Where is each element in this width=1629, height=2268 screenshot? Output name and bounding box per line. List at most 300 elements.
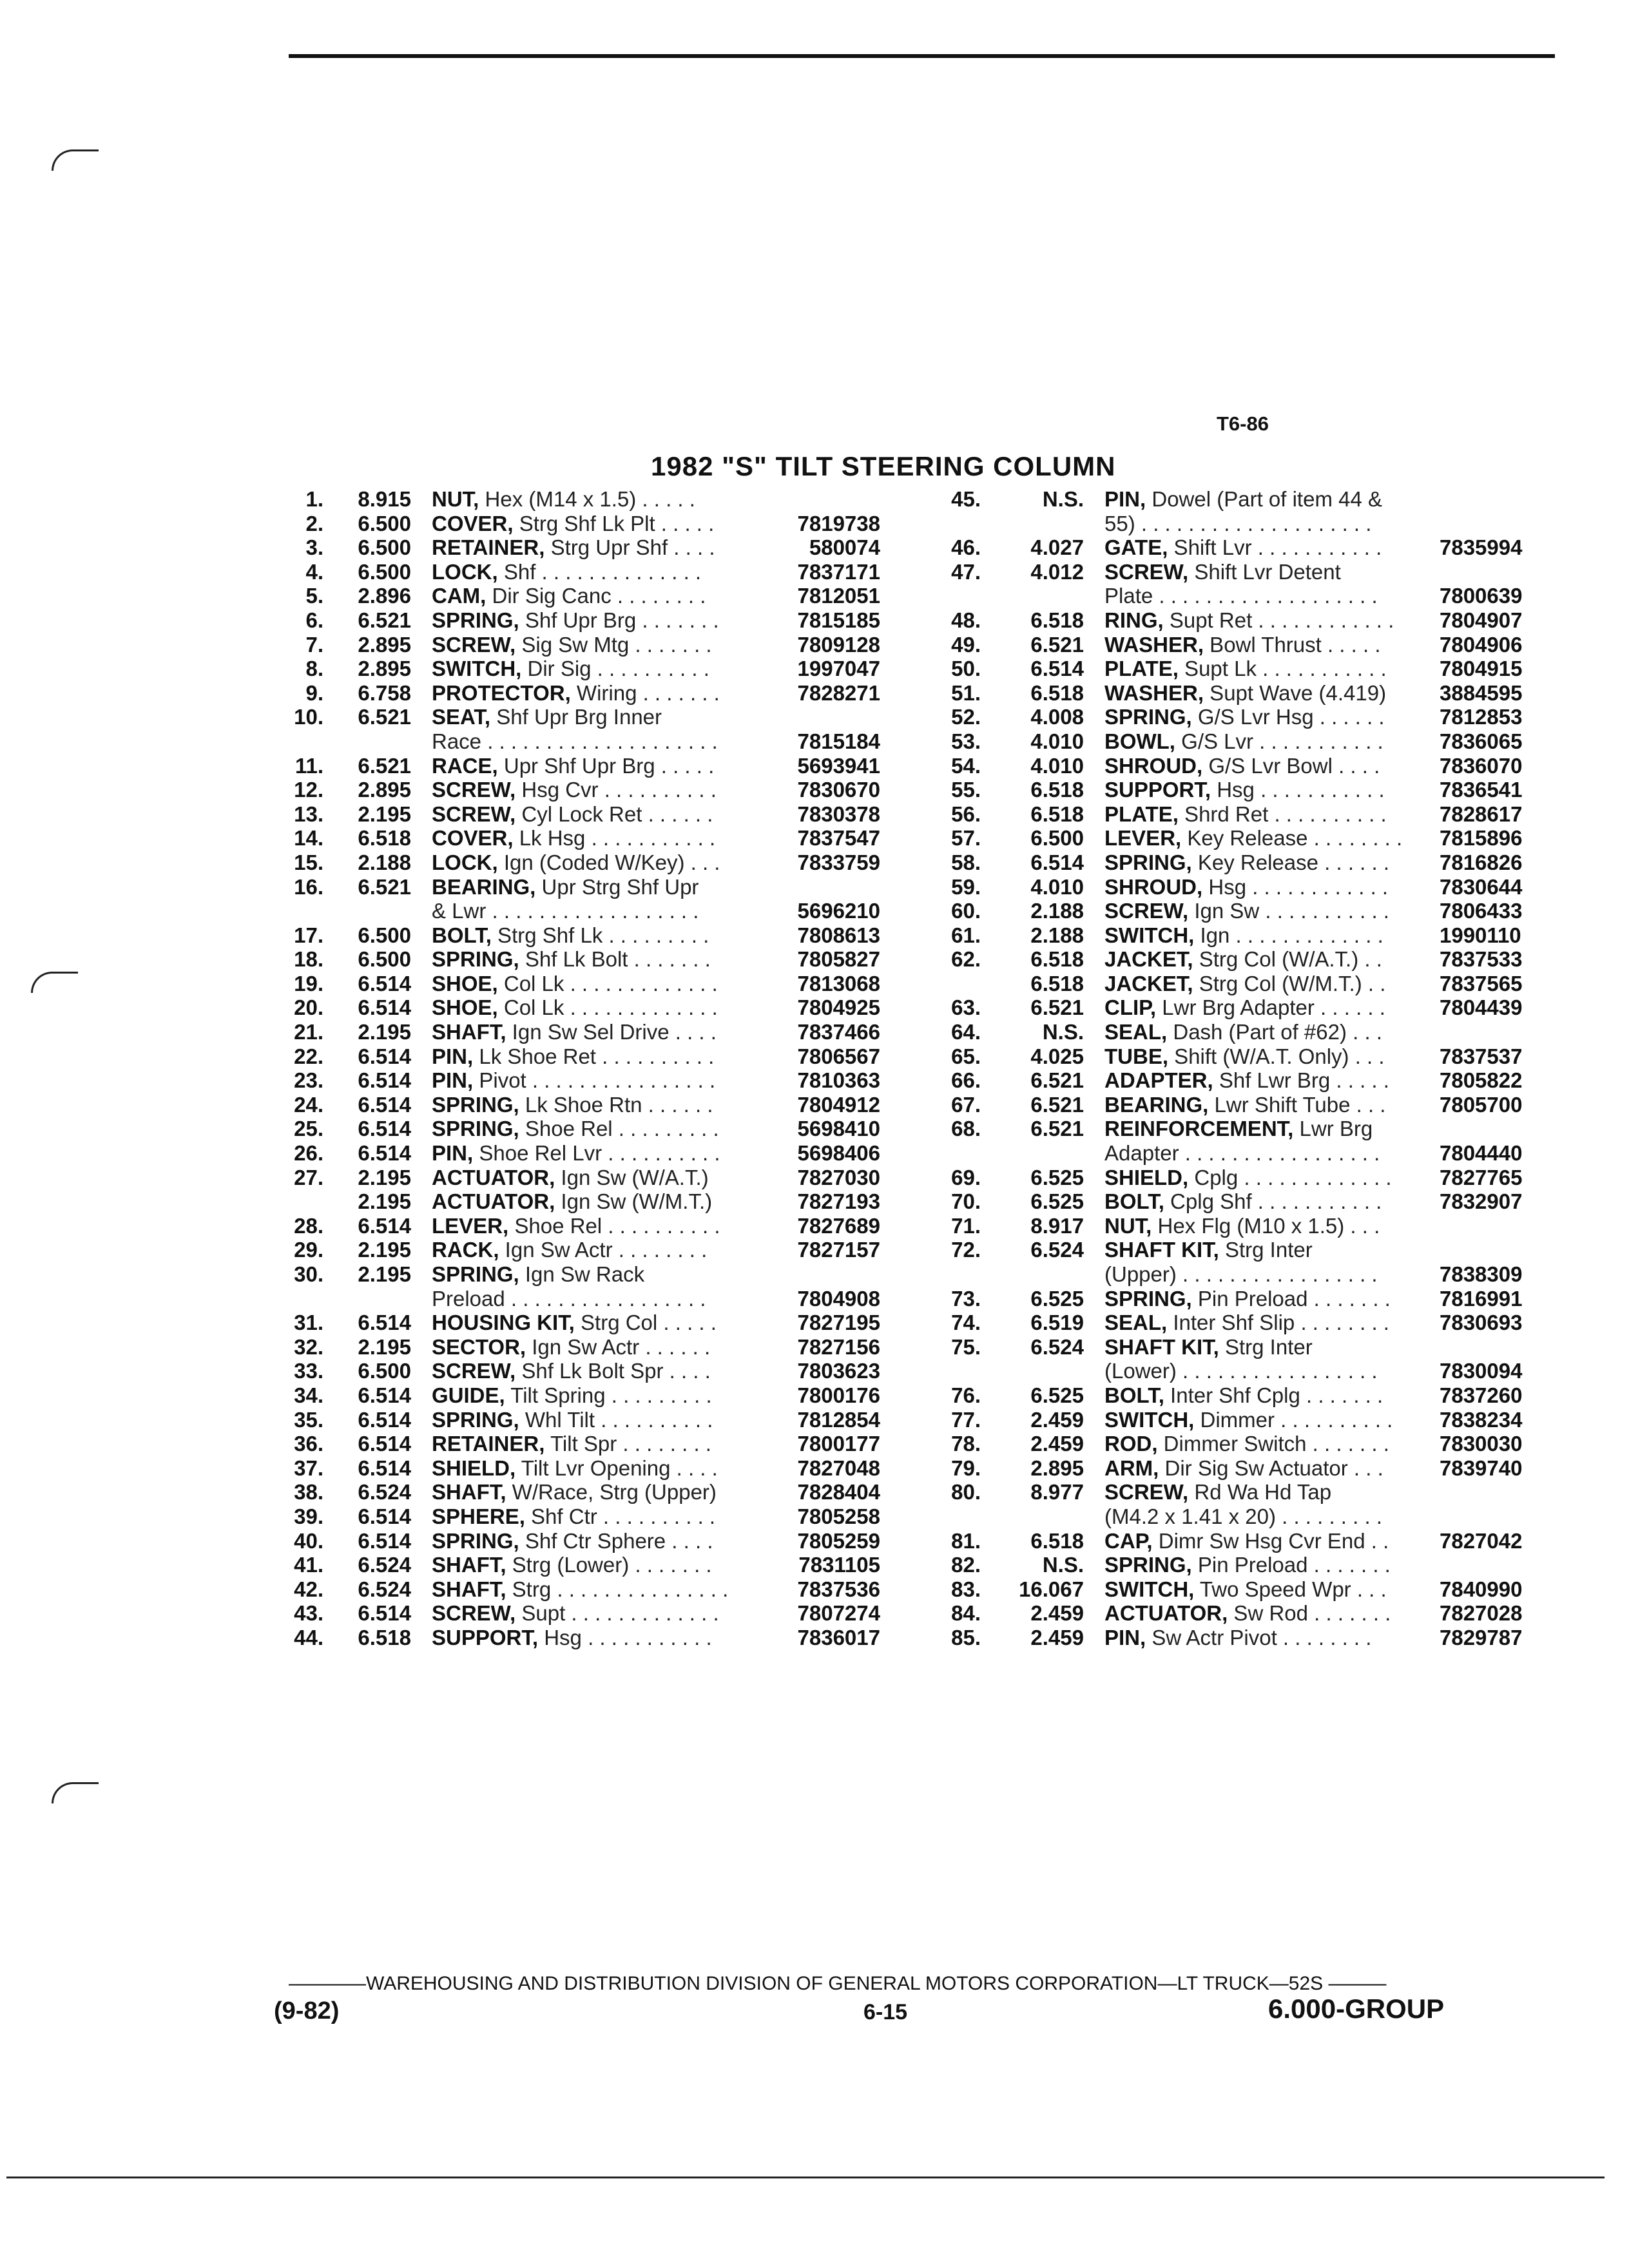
part-description: [432, 1287, 767, 1311]
part-detail: Hsg Cvr . . . . . . . . . .: [516, 778, 717, 802]
item-number: 63.: [951, 995, 981, 1020]
part-description: [1104, 1311, 1440, 1335]
group-number: 6.500: [358, 1359, 411, 1383]
part-name: SCREW,: [1104, 1480, 1189, 1504]
parts-row: [271, 1287, 927, 1311]
parts-row: [928, 657, 1521, 681]
group-number: 6.500: [358, 947, 411, 972]
part-description: [1104, 1626, 1440, 1650]
part-detail: Ign Sw (W/A.T.): [555, 1165, 709, 1189]
parts-row: [928, 487, 1521, 512]
group-number: 6.524: [1030, 1238, 1084, 1262]
part-detail: Inter Shf Slip . . . . . . . .: [1167, 1311, 1389, 1335]
part-number: 7837533: [1440, 947, 1523, 972]
part-detail: Dir Sig . . . . . . . . . .: [521, 657, 709, 681]
part-description: [432, 850, 767, 875]
part-description: [1104, 1601, 1440, 1626]
part-detail: Ign Sw (W/M.T.): [555, 1189, 713, 1214]
parts-row: [928, 512, 1521, 536]
item-number: 47.: [951, 559, 981, 584]
part-detail: Shrd Ret . . . . . . . . . .: [1178, 802, 1387, 826]
group-number: 6.525: [1030, 1286, 1084, 1311]
part-description: [1104, 1480, 1440, 1504]
part-description: [1104, 1456, 1440, 1481]
group-number: 8.917: [1030, 1213, 1084, 1238]
part-name: SCREW,: [432, 778, 516, 802]
part-detail: Cplg . . . . . . . . . . . . .: [1188, 1165, 1392, 1189]
part-description: [1104, 633, 1440, 657]
group-number: 4.025: [1030, 1044, 1084, 1068]
item-number: 13.: [294, 802, 323, 826]
part-name: REINFORCEMENT,: [1104, 1117, 1294, 1141]
item-number: 71.: [951, 1213, 981, 1238]
part-detail: Strg Inter: [1219, 1238, 1313, 1262]
parts-row: [271, 1529, 927, 1553]
item-number: 72.: [951, 1238, 981, 1262]
part-detail: Wiring . . . . . . .: [570, 680, 720, 705]
item-number: 7.: [305, 632, 323, 657]
item-number: 26.: [294, 1141, 323, 1166]
part-number: 7827689: [797, 1213, 880, 1238]
item-number: 36.: [294, 1432, 323, 1456]
parts-row: [928, 1480, 1521, 1504]
group-number: 6.521: [358, 608, 411, 632]
part-description: [432, 1383, 767, 1408]
group-number: 2.895: [358, 632, 411, 657]
item-number: 50.: [951, 657, 981, 681]
part-number: 7804907: [1440, 608, 1523, 632]
part-description: [432, 1311, 767, 1335]
part-number: 7840990: [1440, 1577, 1523, 1601]
part-description: [1104, 705, 1440, 729]
item-number: 52.: [951, 705, 981, 729]
item-number: 56.: [951, 802, 981, 826]
part-detail: Dimr Sw Hsg Cvr End . .: [1152, 1528, 1389, 1553]
part-number: 7837171: [797, 559, 880, 584]
parts-row: [928, 1287, 1521, 1311]
group-number: 6.524: [358, 1553, 411, 1577]
parts-row: [928, 1529, 1521, 1553]
parts-row: [928, 560, 1521, 584]
group-number: 6.524: [358, 1577, 411, 1601]
part-detail: Ign Sw Sel Drive . . . .: [506, 1020, 717, 1044]
part-detail: Shift Lvr Detent: [1188, 559, 1341, 584]
part-name: SPRING,: [1104, 1553, 1192, 1577]
parts-row: [271, 657, 927, 681]
part-description: [1104, 1214, 1440, 1238]
part-number: 7819738: [797, 511, 880, 535]
part-description: [432, 1166, 767, 1190]
part-description: [432, 1044, 767, 1069]
parts-row: [271, 923, 927, 948]
item-number: 34.: [294, 1383, 323, 1407]
part-number: 7832907: [1440, 1189, 1523, 1214]
part-number: 7830693: [1440, 1311, 1523, 1335]
part-name: SPRING,: [1104, 1286, 1192, 1311]
part-number: 7813068: [797, 971, 880, 995]
part-description: [432, 1189, 767, 1214]
part-description: [1104, 560, 1440, 584]
part-description: [1104, 899, 1440, 923]
item-number: 2.: [305, 511, 323, 535]
item-number: 24.: [294, 1092, 323, 1117]
part-name: LEVER,: [432, 1213, 509, 1238]
group-number: 6.518: [1030, 802, 1084, 826]
part-number: 7805259: [797, 1528, 880, 1553]
part-detail: G/S Lvr Hsg . . . . . .: [1191, 705, 1385, 729]
part-detail: Shoe Rel Lvr . . . . . . . . . .: [473, 1141, 720, 1166]
parts-row: [271, 705, 927, 729]
item-number: 79.: [951, 1456, 981, 1480]
parts-row: [271, 1311, 927, 1335]
item-number: 41.: [294, 1553, 323, 1577]
part-detail: (M4.2 x 1.41 x 20) . . . . . . . . .: [1104, 1504, 1382, 1528]
part-number: 7837565: [1440, 971, 1523, 995]
figure-number: T6-86: [1217, 412, 1269, 435]
part-description: [1104, 1504, 1440, 1529]
parts-row: [928, 1408, 1521, 1432]
group-number: 2.195: [358, 1189, 411, 1214]
part-name: CAP,: [1104, 1528, 1153, 1553]
group-number: 6.514: [358, 1213, 411, 1238]
parts-row: [271, 1068, 927, 1093]
part-number: 7827156: [797, 1334, 880, 1359]
part-number: 7837260: [1440, 1383, 1523, 1407]
part-description: [432, 633, 767, 657]
part-description: [432, 1577, 767, 1602]
parts-row: [271, 584, 927, 608]
part-name: SCREW,: [432, 1359, 516, 1383]
part-detail: Two Speed Wpr . . .: [1194, 1577, 1387, 1601]
parts-row: [271, 1480, 927, 1504]
part-number: 7806567: [797, 1044, 880, 1068]
part-description: [1104, 1383, 1440, 1408]
part-name: PIN,: [1104, 487, 1146, 511]
part-description: [432, 972, 767, 996]
part-name: WASHER,: [1104, 632, 1204, 657]
part-description: [1104, 1238, 1440, 1262]
parts-row: [271, 1408, 927, 1432]
part-name: BOWL,: [1104, 729, 1175, 753]
part-name: RETAINER,: [432, 535, 545, 560]
part-number: 7830094: [1440, 1359, 1523, 1383]
part-name: SWITCH,: [432, 657, 522, 681]
parts-row: [928, 1311, 1521, 1335]
part-name: SHOE,: [432, 995, 498, 1020]
part-description: [1104, 729, 1440, 754]
part-number: 580074: [809, 535, 880, 560]
parts-row: [271, 1383, 927, 1408]
item-number: 22.: [294, 1044, 323, 1068]
part-detail: (Lower) . . . . . . . . . . . . . . . . .: [1104, 1359, 1378, 1383]
group-number: 6.521: [1030, 632, 1084, 657]
part-number: 5698406: [797, 1141, 880, 1166]
part-description: [432, 729, 767, 754]
item-number: 29.: [294, 1238, 323, 1262]
item-number: 85.: [951, 1625, 981, 1649]
part-name: SHIELD,: [432, 1456, 516, 1480]
part-description: [432, 1262, 767, 1287]
part-number: 7805822: [1440, 1068, 1523, 1093]
part-detail: (Upper) . . . . . . . . . . . . . . . . .: [1104, 1262, 1378, 1286]
part-name: SEAL,: [1104, 1020, 1168, 1044]
item-number: 32.: [294, 1334, 323, 1359]
parts-row: [271, 1456, 927, 1481]
group-number: 2.896: [358, 584, 411, 608]
part-description: [432, 1408, 767, 1432]
part-description: [432, 1529, 767, 1553]
part-description: [432, 1432, 767, 1456]
parts-row: [271, 1020, 927, 1044]
parts-list-left: [271, 487, 927, 1650]
group-number: 6.514: [358, 971, 411, 995]
part-detail: Tilt Lvr Opening . . . .: [516, 1456, 718, 1480]
part-number: 7804915: [1440, 657, 1523, 681]
parts-row: [928, 1141, 1521, 1166]
part-description: [1104, 1262, 1440, 1287]
part-number: 7804440: [1440, 1141, 1523, 1166]
part-number: 7812854: [797, 1407, 880, 1432]
part-description: [1104, 1359, 1440, 1383]
part-number: 7804906: [1440, 632, 1523, 657]
part-name: LOCK,: [432, 850, 498, 874]
item-number: 77.: [951, 1407, 981, 1432]
parts-row: [271, 1601, 927, 1626]
part-number: 7828617: [1440, 802, 1523, 826]
part-description: [1104, 681, 1440, 706]
item-number: 35.: [294, 1407, 323, 1432]
part-detail: Upr Shf Upr Brg . . . . .: [497, 753, 715, 778]
parts-row: [271, 608, 927, 633]
group-number: 2.188: [1030, 923, 1084, 947]
part-description: [432, 512, 767, 536]
group-number: 4.010: [1030, 753, 1084, 778]
part-number: 7800639: [1440, 584, 1523, 608]
part-name: WASHER,: [1104, 680, 1204, 705]
part-detail: Dimmer Switch . . . . . . .: [1157, 1432, 1389, 1456]
part-detail: Shoe Rel . . . . . . . . .: [519, 1117, 719, 1141]
item-number: 70.: [951, 1189, 981, 1214]
part-description: [1104, 995, 1440, 1020]
parts-row: [271, 802, 927, 827]
part-name: SPRING,: [432, 1262, 519, 1286]
part-name: SUPPORT,: [1104, 778, 1211, 802]
part-detail: Strg Shf Lk . . . . . . . . .: [491, 923, 709, 947]
parts-row: [928, 1093, 1521, 1117]
item-number: 75.: [951, 1334, 981, 1359]
item-number: 18.: [294, 947, 323, 972]
part-description: [1104, 1020, 1440, 1044]
part-name: BOLT,: [1104, 1189, 1164, 1214]
part-detail: Strg Col (W/A.T.) . .: [1193, 947, 1382, 972]
item-number: 16.: [294, 874, 323, 899]
part-name: SEAT,: [432, 705, 491, 729]
parts-row: [271, 947, 927, 972]
part-description: [1104, 754, 1440, 778]
parts-row: [928, 608, 1521, 633]
part-name: GUIDE,: [432, 1383, 505, 1407]
publisher-line: ————WAREHOUSING AND DISTRIBUTION DIVISION OF GENERAL MOTORS CORPORATION—LT TRUCK—52S ———: [289, 1973, 1387, 1994]
part-detail: Lwr Shift Tube . . .: [1208, 1092, 1386, 1117]
part-name: PLATE,: [1104, 657, 1179, 681]
part-description: [1104, 972, 1440, 996]
part-number: 7829787: [1440, 1625, 1523, 1649]
group-number: 2.195: [358, 1238, 411, 1262]
part-description: [1104, 1166, 1440, 1190]
parts-row: [271, 1044, 927, 1069]
part-detail: Lk Shoe Ret . . . . . . . . . .: [473, 1044, 715, 1068]
part-name: SPRING,: [1104, 705, 1192, 729]
parts-row: [271, 754, 927, 778]
part-detail: Shift Lvr . . . . . . . . . . .: [1168, 535, 1382, 560]
part-number: 7827195: [797, 1311, 880, 1335]
item-number: 45.: [951, 487, 981, 511]
part-description: [1104, 487, 1440, 512]
part-number: 7837537: [1440, 1044, 1523, 1068]
item-number: 10.: [294, 705, 323, 729]
parts-row: [271, 487, 927, 512]
part-detail: Sw Rod . . . . . . .: [1228, 1601, 1391, 1626]
item-number: 30.: [294, 1262, 323, 1286]
item-number: 15.: [294, 850, 323, 874]
page-title: 1982 "S" TILT STEERING COLUMN: [651, 451, 1116, 481]
group-number: 8.977: [1030, 1480, 1084, 1504]
part-detail: Shf Ctr Sphere . . . .: [519, 1528, 713, 1553]
part-number: 7803623: [797, 1359, 880, 1383]
part-name: PIN,: [1104, 1625, 1146, 1649]
group-number: 6.500: [358, 559, 411, 584]
part-number: 7837536: [797, 1577, 880, 1601]
part-name: RETAINER,: [432, 1432, 545, 1456]
item-number: 69.: [951, 1165, 981, 1189]
parts-row: [928, 995, 1521, 1020]
part-description: [432, 1335, 767, 1360]
part-number: 7809128: [797, 632, 880, 657]
part-detail: Dimmer . . . . . . . . . .: [1194, 1407, 1393, 1432]
part-name: SHAFT,: [432, 1020, 506, 1044]
part-detail: Key Release . . . . . .: [1191, 850, 1390, 874]
item-number: 1.: [305, 487, 323, 511]
group-number: 6.514: [358, 1383, 411, 1407]
parts-row: [928, 1214, 1521, 1238]
part-name: SHAFT KIT,: [1104, 1334, 1219, 1359]
parts-row: [928, 1020, 1521, 1044]
part-number: 7830030: [1440, 1432, 1523, 1456]
part-description: [432, 899, 767, 923]
group-number: N.S.: [1042, 487, 1084, 511]
part-description: [1104, 875, 1440, 899]
parts-row: [271, 1504, 927, 1529]
part-detail: Pin Preload . . . . . . .: [1191, 1286, 1391, 1311]
part-name: SWITCH,: [1104, 1577, 1195, 1601]
group-number: 6.514: [358, 1504, 411, 1528]
item-number: 5.: [305, 584, 323, 608]
part-detail: Dir Sig Sw Actuator . . .: [1159, 1456, 1383, 1480]
parts-row: [271, 1117, 927, 1141]
item-number: 11.: [294, 753, 323, 778]
part-name: SHROUD,: [1104, 874, 1203, 899]
group-number: 4.008: [1030, 705, 1084, 729]
item-number: 64.: [951, 1020, 981, 1044]
part-name: ACTUATOR,: [432, 1189, 555, 1214]
group-number: 6.514: [358, 995, 411, 1020]
part-number: 7836070: [1440, 753, 1523, 778]
parts-row: [928, 729, 1521, 754]
item-number: 83.: [951, 1577, 981, 1601]
item-number: 23.: [294, 1068, 323, 1093]
part-name: ACTUATOR,: [432, 1165, 555, 1189]
part-number: 7831105: [798, 1553, 880, 1577]
parts-row: [928, 681, 1521, 706]
binding-mark: [31, 972, 78, 993]
item-number: 9.: [305, 680, 323, 705]
group-number: 6.514: [358, 1141, 411, 1166]
item-number: 55.: [951, 778, 981, 802]
part-number: 7827157: [797, 1238, 880, 1262]
part-name: RACK,: [432, 1238, 499, 1262]
item-number: 76.: [951, 1383, 981, 1407]
item-number: 6.: [305, 608, 323, 632]
parts-row: [928, 826, 1521, 850]
group-number: 6.500: [358, 923, 411, 947]
parts-row: [271, 681, 927, 706]
group-number: 16.067: [1019, 1577, 1084, 1601]
part-detail: Shf Upr Brg . . . . . . .: [519, 608, 719, 632]
parts-row: [928, 1626, 1521, 1650]
part-number: 7808613: [797, 923, 880, 947]
part-number: 7827030: [797, 1165, 880, 1189]
parts-row: [271, 1577, 927, 1602]
part-detail: Shf Upr Brg Inner: [490, 705, 662, 729]
part-detail: Inter Shf Cplg . . . . . . .: [1164, 1383, 1383, 1407]
part-detail: Strg (Lower) . . . . . . .: [506, 1553, 712, 1577]
part-detail: Strg Upr Shf . . . .: [545, 535, 715, 560]
parts-list-right: [928, 487, 1521, 1650]
group-number: 6.518: [358, 1625, 411, 1649]
item-number: 40.: [294, 1528, 323, 1553]
part-name: SWITCH,: [1104, 1407, 1195, 1432]
group-number: 6.514: [358, 1456, 411, 1480]
group-number: 2.195: [358, 1165, 411, 1189]
part-detail: Strg Inter: [1219, 1334, 1313, 1359]
part-name: CAM,: [432, 584, 487, 608]
part-description: [432, 826, 767, 850]
group-number: 6.514: [358, 1092, 411, 1117]
part-number: 7828271: [797, 680, 880, 705]
part-name: SHAFT,: [432, 1577, 506, 1601]
part-number: 7830644: [1440, 874, 1523, 899]
group-number: 6.518: [1030, 947, 1084, 972]
part-description: [1104, 1068, 1440, 1093]
parts-row: [928, 1456, 1521, 1481]
part-number: 7827048: [797, 1456, 880, 1480]
part-description: [1104, 1432, 1440, 1456]
group-number: 2.195: [358, 802, 411, 826]
part-detail: W/Race, Strg (Upper): [506, 1480, 717, 1504]
item-number: 31.: [294, 1311, 323, 1335]
part-detail: Supt . . . . . . . . . . . . .: [516, 1601, 719, 1626]
part-number: 7816826: [1440, 850, 1523, 874]
part-number: 7833759: [797, 850, 880, 874]
binding-mark: [52, 1782, 99, 1803]
item-number: 14.: [294, 826, 323, 850]
part-number: 7800177: [797, 1432, 880, 1456]
group-number: 4.010: [1030, 729, 1084, 753]
parts-row: [271, 633, 927, 657]
group-number: 6.521: [1030, 1092, 1084, 1117]
part-name: LEVER,: [1104, 826, 1182, 850]
part-number: 7827028: [1440, 1601, 1523, 1626]
